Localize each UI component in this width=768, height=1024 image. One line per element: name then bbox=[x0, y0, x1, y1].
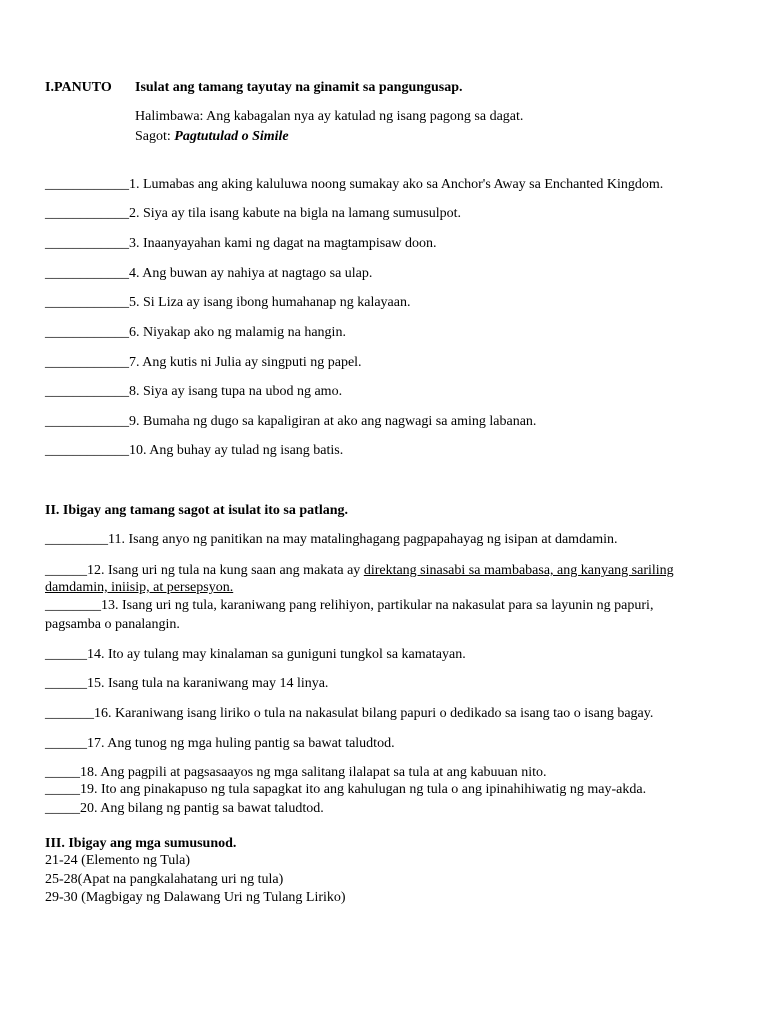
question-13-line2: pagsamba o panalangin. bbox=[45, 617, 180, 632]
answer-blank[interactable]: ____________ bbox=[45, 384, 129, 399]
question-text: 1. Lumabas ang aking kaluluwa noong sumakay ako sa Anchor's Away sa Enchanted Kingdom. bbox=[129, 177, 664, 192]
section3-item: 21-24 (Elemento ng Tula) bbox=[45, 853, 191, 868]
section2-heading: II. Ibigay ang tamang sagot at isulat ito sa patlang. bbox=[45, 503, 348, 518]
example-line: Halimbawa: Ang kabagalan nya ay katulad ng isang pagong sa dagat. bbox=[135, 109, 524, 124]
question-text: 2. Siya ay tila isang kabute na bigla na lamang sumusulpot. bbox=[129, 206, 462, 221]
question-12-line1 bbox=[45, 562, 674, 579]
section1-label: I.PANUTO bbox=[45, 80, 112, 95]
answer-blank[interactable]: ____________ bbox=[45, 236, 129, 251]
answer-blank[interactable]: _______ bbox=[45, 706, 94, 721]
question-11 bbox=[45, 531, 618, 548]
question-3 bbox=[45, 235, 437, 252]
question-text: 19. Ito ang pinakapuso ng tula sapagkat ito ang kahulugan ng tula o ang ipinahihiwatig ng may-akda. bbox=[80, 782, 647, 797]
question-12-line2: damdamin, iniisip, at persepsyon. bbox=[45, 580, 234, 595]
question-20 bbox=[45, 800, 324, 817]
question-1 bbox=[45, 176, 663, 193]
question-text: 17. Ang tunog ng mga huling pantig sa bawat taludtod. bbox=[87, 736, 395, 751]
question-text: 7. Ang kutis ni Julia ay singputi ng papel. bbox=[129, 355, 362, 370]
question-4 bbox=[45, 265, 372, 282]
question-text: 12. Isang uri ng tula na kung saan ang makata ay bbox=[87, 563, 364, 578]
question-text: 14. Ito ay tulang may kinalaman sa guniguni tungkol sa kamatayan. bbox=[87, 647, 466, 662]
question-text: 8. Siya ay isang tupa na ubod ng amo. bbox=[129, 384, 343, 399]
answer-blank[interactable]: ____________ bbox=[45, 295, 129, 310]
example-answer bbox=[135, 128, 289, 145]
answer-blank[interactable]: ____________ bbox=[45, 355, 129, 370]
question-19 bbox=[45, 781, 646, 798]
question-text: 6. Niyakap ako ng malamig na hangin. bbox=[129, 325, 346, 340]
answer-blank[interactable]: ____________ bbox=[45, 443, 129, 458]
section3-item: 29-30 (Magbigay ng Dalawang Uri ng Tulang Liriko) bbox=[45, 890, 346, 905]
question-18 bbox=[45, 764, 547, 781]
answer-blank[interactable]: ____________ bbox=[45, 206, 129, 221]
question-6 bbox=[45, 324, 346, 341]
section1-instruction: Isulat ang tamang tayutay na ginamit sa pangungusap. bbox=[135, 80, 463, 95]
question-16 bbox=[45, 705, 653, 722]
answer-blank[interactable]: ______ bbox=[45, 563, 87, 578]
question-10 bbox=[45, 442, 343, 459]
question-text: 10. Ang buhay ay tulad ng isang batis. bbox=[129, 443, 344, 458]
question-5 bbox=[45, 294, 410, 311]
question-7 bbox=[45, 354, 362, 371]
question-text: 13. Isang uri ng tula, karaniwang pang relihiyon, partikular na nakasulat para sa layunin ng papuri, bbox=[101, 598, 654, 613]
question-9 bbox=[45, 413, 536, 430]
question-8 bbox=[45, 383, 342, 400]
question-text: 20. Ang bilang ng pantig sa bawat taludtod. bbox=[80, 801, 324, 816]
question-text: 15. Isang tula na karaniwang may 14 linya. bbox=[87, 676, 329, 691]
question-15 bbox=[45, 675, 328, 692]
answer-blank[interactable]: ______ bbox=[45, 647, 87, 662]
answer-blank[interactable]: ____________ bbox=[45, 177, 129, 192]
underlined-text: direktang sinasabi sa mambabasa, ang kanyang sariling bbox=[363, 563, 674, 578]
question-text: 18. Ang pagpili at pagsasaayos ng mga salitang ilalapat sa tula at ang kabuuan nito. bbox=[80, 765, 547, 780]
answer-blank[interactable]: ____________ bbox=[45, 266, 129, 281]
answer-blank[interactable]: ______ bbox=[45, 736, 87, 751]
answer-blank[interactable]: ________ bbox=[45, 598, 101, 613]
question-text: 5. Si Liza ay isang ibong humahanap ng kalayaan. bbox=[129, 295, 411, 310]
answer-blank[interactable]: _____ bbox=[45, 765, 80, 780]
question-text: 11. Isang anyo ng panitikan na may matalinghagang pagpapahayag ng isipan at damdamin. bbox=[108, 532, 618, 547]
question-text: 4. Ang buwan ay nahiya at nagtago sa ulap. bbox=[129, 266, 373, 281]
answer-blank[interactable]: _____ bbox=[45, 782, 80, 797]
answer-blank[interactable]: ______ bbox=[45, 676, 87, 691]
answer-blank[interactable]: _____ bbox=[45, 801, 80, 816]
question-2 bbox=[45, 205, 461, 222]
question-17 bbox=[45, 735, 395, 752]
answer-blank[interactable]: _________ bbox=[45, 532, 108, 547]
answer-value: Pagtutulad o Simile bbox=[174, 129, 289, 144]
question-text: 3. Inaanyayahan kami ng dagat na magtampisaw doon. bbox=[129, 236, 437, 251]
question-text: 16. Karaniwang isang liriko o tula na nakasulat bilang papuri o dedikado sa isang tao o isang bagay. bbox=[94, 706, 654, 721]
question-14 bbox=[45, 646, 466, 663]
question-text: 9. Bumaha ng dugo sa kapaligiran at ako ang nagwagi sa aming labanan. bbox=[129, 414, 537, 429]
question-13-line1 bbox=[45, 597, 653, 614]
answer-blank[interactable]: ____________ bbox=[45, 414, 129, 429]
answer-blank[interactable]: ____________ bbox=[45, 325, 129, 340]
section3-item: 25-28(Apat na pangkalahatang uri ng tula) bbox=[45, 872, 284, 887]
section3-heading: III. Ibigay ang mga sumusunod. bbox=[45, 836, 237, 851]
answer-prefix: Sagot: bbox=[135, 129, 175, 144]
